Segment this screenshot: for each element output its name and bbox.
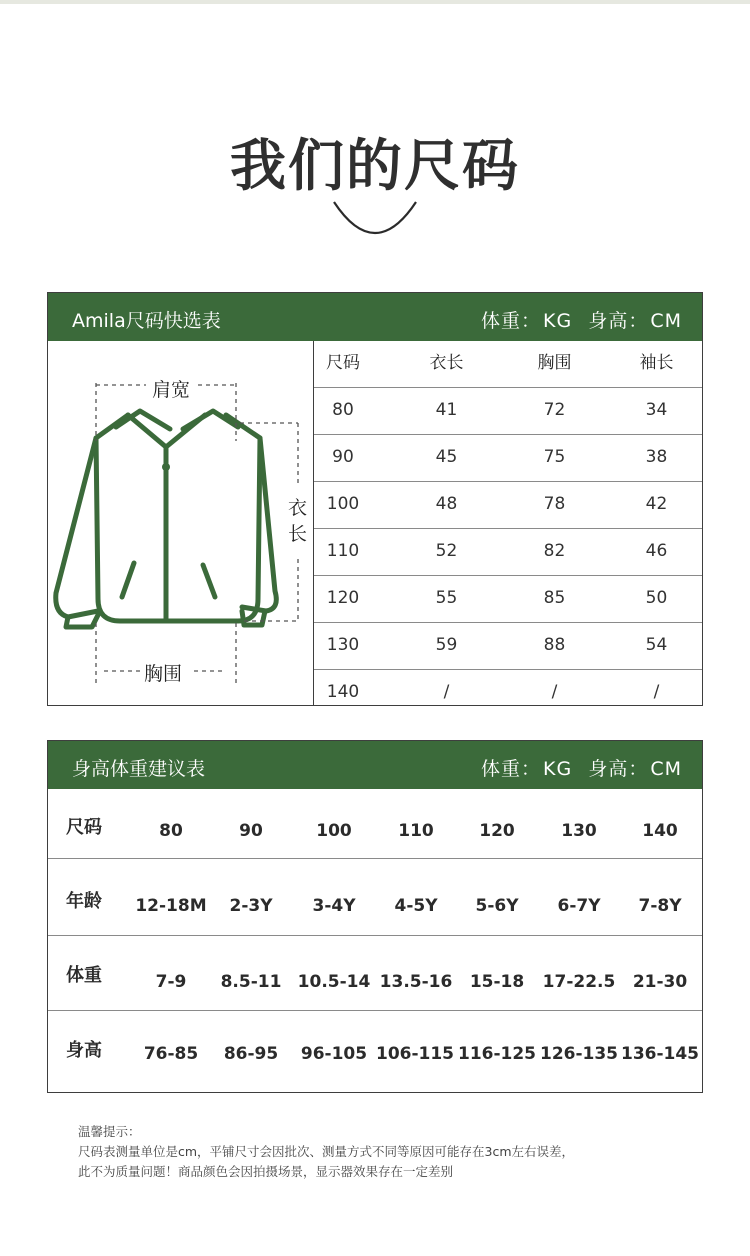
length-label-1: 衣 (288, 497, 308, 519)
cell: 110 (398, 821, 434, 841)
cell: 116-125 (457, 1044, 537, 1064)
cell-chest: 85 (543, 588, 566, 608)
table-row (314, 623, 702, 670)
cell-sleeve: 50 (645, 588, 668, 608)
cell-chest: 82 (543, 541, 566, 561)
note-line-1: 尺码表测量单位是cm，平铺尺寸会因批次、测量方式不同等原因可能存在3cm左右误差， (78, 1144, 575, 1159)
cell: 17-22.5 (542, 972, 616, 992)
shoulder-width-label: 肩宽 (152, 379, 191, 401)
title-arc-decoration (330, 198, 420, 242)
quick-table-units (479, 306, 682, 333)
header-length: 衣长 (429, 353, 464, 373)
cell-sleeve: 38 (645, 447, 668, 467)
cell: 130 (561, 821, 597, 841)
units-weight: KG (543, 758, 573, 780)
units-weight-label: 体重： (481, 758, 542, 780)
cell: 12-18M (135, 896, 207, 916)
cell: 13.5-16 (379, 972, 453, 992)
cell-chest: 72 (543, 400, 566, 420)
length-label-2: 长 (288, 523, 308, 545)
cell-size: 140 (326, 682, 360, 702)
table-row (314, 435, 702, 482)
cell: 10.5-14 (297, 972, 371, 992)
quick-table-header-row (314, 341, 702, 388)
cell: 86-95 (223, 1044, 279, 1064)
cell: 140 (642, 821, 678, 841)
cell: 15-18 (469, 972, 525, 992)
jacket-diagram (48, 341, 314, 705)
header-sleeve: 袖长 (639, 353, 674, 373)
cell: 8.5-11 (220, 972, 282, 992)
units-weight-label: 体重： (481, 310, 542, 332)
row-label: 身高 (66, 1040, 102, 1061)
header-chest: 胸围 (537, 353, 572, 373)
cell: 126-135 (539, 1044, 619, 1064)
suggest-table-units (479, 754, 682, 781)
cell: 3-4Y (312, 896, 356, 916)
table-row (314, 670, 702, 712)
quick-table-header-bar (48, 293, 702, 341)
cell-length: 41 (435, 400, 458, 420)
cell-sleeve: / (653, 682, 660, 702)
cell-length: 48 (435, 494, 458, 514)
units-height: CM (650, 310, 682, 332)
cell: 96-105 (300, 1044, 368, 1064)
cell-size: 110 (326, 541, 360, 561)
cell: 7-9 (155, 972, 187, 992)
cell-chest: 75 (543, 447, 566, 467)
note-line-2: 此不为质量问题！商品颜色会因拍摄场景，显示器效果存在一定差别 (78, 1164, 454, 1179)
cell: 2-3Y (229, 896, 273, 916)
cell: 7-8Y (638, 896, 682, 916)
row-label: 年龄 (66, 891, 102, 912)
size-quick-table (47, 292, 703, 706)
cell-sleeve: 34 (645, 400, 668, 420)
row-label: 体重 (66, 965, 102, 986)
height-weight-table (47, 740, 703, 1093)
cell-length: 52 (435, 541, 458, 561)
cell-size: 90 (332, 447, 354, 467)
suggest-row-height (48, 1011, 702, 1092)
cell: 5-6Y (475, 896, 519, 916)
suggest-row-weight (48, 936, 702, 1011)
cell-size: 80 (332, 400, 354, 420)
cell-length: / (443, 682, 450, 702)
cell: 80 (159, 821, 183, 841)
units-height: CM (650, 758, 682, 780)
cell-sleeve: 54 (645, 635, 668, 655)
page-title: 我们的尺码 (230, 134, 520, 199)
cell: 4-5Y (394, 896, 438, 916)
suggest-row-age (48, 859, 702, 936)
cell: 76-85 (143, 1044, 199, 1064)
table-row (314, 482, 702, 529)
top-divider (0, 0, 750, 4)
units-height-label: 身高： (588, 310, 649, 332)
cell-chest: 88 (543, 635, 566, 655)
header-size: 尺码 (326, 353, 360, 373)
cell-length: 45 (435, 447, 458, 467)
suggest-table-title: 身高体重建议表 (72, 758, 206, 780)
suggest-table-header-bar (48, 741, 702, 789)
units-weight: KG (543, 310, 573, 332)
suggest-row-size (48, 789, 702, 859)
cell: 100 (316, 821, 352, 841)
cell-sleeve: 42 (645, 494, 668, 514)
row-label: 尺码 (66, 817, 102, 838)
table-row (314, 388, 702, 435)
table-row (314, 576, 702, 623)
cell-length: 59 (435, 635, 458, 655)
cell-sleeve: 46 (645, 541, 668, 561)
chest-label: 胸围 (144, 663, 183, 685)
cell: 21-30 (632, 972, 688, 992)
table-row (314, 529, 702, 576)
cell: 136-145 (620, 1044, 700, 1064)
units-height-label: 身高： (588, 758, 649, 780)
cell: 6-7Y (557, 896, 601, 916)
cell-chest: / (551, 682, 558, 702)
cell-size: 130 (326, 635, 360, 655)
quick-table-title: Amila尺码快选表 (72, 310, 221, 332)
cell: 106-115 (375, 1044, 455, 1064)
cell-size: 120 (326, 588, 360, 608)
quick-size-grid (314, 341, 702, 712)
cell: 120 (479, 821, 515, 841)
cell-size: 100 (326, 494, 360, 514)
cell-length: 55 (435, 588, 458, 608)
cell: 90 (239, 821, 263, 841)
cell-chest: 78 (543, 494, 566, 514)
note-title: 温馨提示： (78, 1124, 141, 1139)
